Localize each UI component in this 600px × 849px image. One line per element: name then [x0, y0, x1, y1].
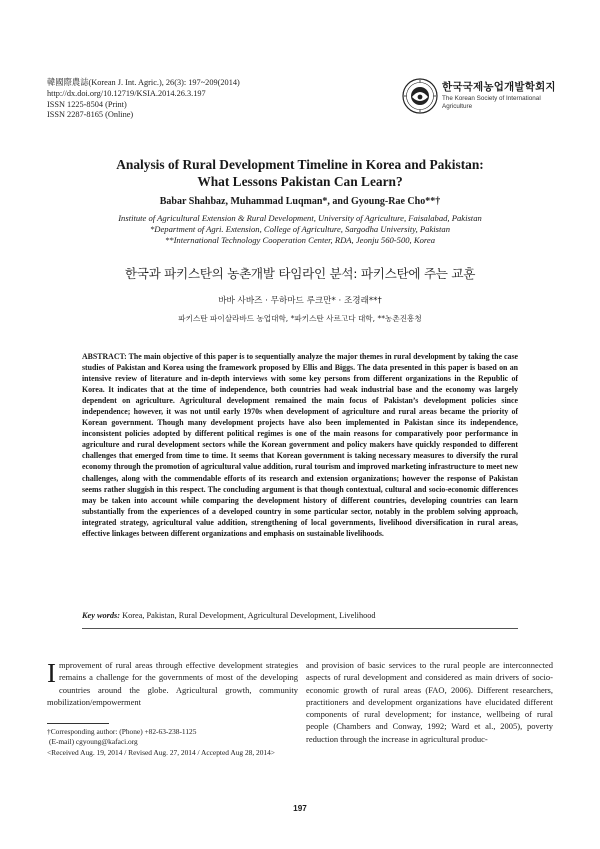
korean-title: 한국과 파키스탄의 농촌개발 타임라인 분석: 파키스탄에 주는 교훈: [124, 266, 476, 281]
abstract-text: The main objective of this paper is to sequentially analyze the major themes in rural development by taking the case studies of Pakistan and Korea using the framework proposed by Ellis and Biggs. The data presented in this paper is based on an intensive review of literature and in-depth interviews with some key persons from different organizations in the Republic of Korea. It indicates that at the time of independence, both countries had weak industrial base and the economy was largely dependent on agriculture. Agricultural development remained the main focus of Pakistan’s development policies since independence; however, it was not until early 1970s when development of agriculture and rural areas became the priority of Korean government. Though many development projects have also been implemented in Pakistan since its independence, inconsistent policies adopted by different political regimes is one of the main reasons for comparatively poor performance in agriculture and rural development sectors while the Korean government and policy makers have quickly responded to different challenges that emerged from time to time. It seems that Korean government is taking necessary measures to diversify the rural economy through the promotion of agricultural value addition, rural tourism and improved marketing infrastructure to meet new challenges, along with the commendable efforts of its research and extension organizations; however the response of Pakistan seems rather sluggish in this respect. The concluding argument is that though contextual, cultural and socio-economic differences may be taken into account while comparing the development history of different countries, developing countries can learn substantially from the experiences of a developed country in some particular sector, notably in the problem solving approach, integrated strategy, agricultural value addition, strengthening of local governments, livelihood diversification in rural areas, effective linkages between different organizations and emphasis on sustainable livelihoods.: [82, 352, 518, 538]
paper-title-line1: Analysis of Rural Development Timeline in Korea and Pakistan:: [116, 157, 484, 172]
body-column-right: [306, 659, 553, 745]
footnote-divider: [47, 723, 109, 724]
society-name-english: [442, 95, 541, 111]
affiliation-1: Institute of Agricultural Extension & Rural Development, University of Agriculture, Faisalabad, Pakistan: [118, 213, 482, 223]
body-text-left: mprovement of rural areas through effective development strategies remains a challenge for the governments of most of the developing countries around the globe. Agricultural growth, community mobilization/empowerment: [47, 660, 298, 707]
keywords: [82, 611, 518, 620]
section-divider: [82, 628, 518, 629]
paper-title-line2: What Lessons Pakistan Can Learn?: [197, 173, 403, 189]
received-dates: <Received Aug. 19, 2014 / Revised Aug. 27, 2014 / Accepted Aug 28, 2014>: [47, 747, 275, 757]
korean-author-list: 바바 사바즈 · 무하마드 루크만* · 조경래**†: [218, 296, 382, 306]
drop-cap: I: [47, 658, 56, 688]
society-name-english-line2: Agriculture: [442, 103, 473, 110]
korean-affiliations: 파키스탄 파이살라바드 농업대학, *파키스탄 사르고다 대학, **농촌진흥청: [178, 314, 422, 323]
corresponding-author: †Corresponding author: (Phone) +82-63-238-1125: [47, 727, 197, 736]
author-list: Babar Shahbaz, Muhammad Luqman*, and Gyoung-Rae Cho**†: [159, 196, 441, 207]
society-logo: [402, 78, 567, 118]
issn-print: ISSN 1225-8504 (Print): [47, 99, 127, 109]
body-column-left: [47, 659, 298, 708]
abstract: [82, 351, 518, 539]
journal-citation: 韓國際農誌(Korean J. Int. Agric.), 26(3): 197~209(2014): [47, 78, 240, 87]
corresponding-email: (E-mail) cgyoung@kafaci.org: [49, 737, 138, 747]
paper-title: [40, 157, 560, 190]
keywords-text: Korea, Pakistan, Rural Development, Agricultural Development, Livelihood: [120, 611, 376, 620]
keywords-label: Key words:: [82, 611, 121, 620]
affiliation-3: **International Technology Cooperation Center, RDA, Jeonju 560-500, Korea: [164, 234, 436, 245]
affiliation-2: *Department of Agri. Extension, College of Agriculture, Sargodha University, Pakistan: [149, 223, 451, 234]
society-name-korean: 한국국제농업개발학회지: [442, 81, 556, 93]
footnote: [47, 727, 298, 758]
body-text-right: and provision of basic services to the rural people are interconnected aspects of rural development and considered as main drivers of socio-economic growth of rural areas (FAO, 2006). Different researchers, practitioners and development organizations have elucidated different components of rural development; for instance, wellbeing of rural people (Chambers and Conway, 1992; Ward et al., 2005), poverty reduction through the increase in agricultural produc-: [306, 660, 553, 744]
issn-online: ISSN 2287-8165 (Online): [47, 110, 134, 120]
society-seal-icon: [402, 78, 438, 114]
abstract-label: ABSTRACT:: [82, 352, 127, 361]
society-name-english-line1: The Korean Society of International: [442, 95, 541, 102]
doi-link[interactable]: http://dx.doi.org/10.12719/KSIA.2014.26.3.197: [47, 88, 206, 98]
page-number: 197: [293, 804, 307, 813]
affiliation-list: [40, 213, 560, 245]
journal-header: [47, 78, 240, 121]
